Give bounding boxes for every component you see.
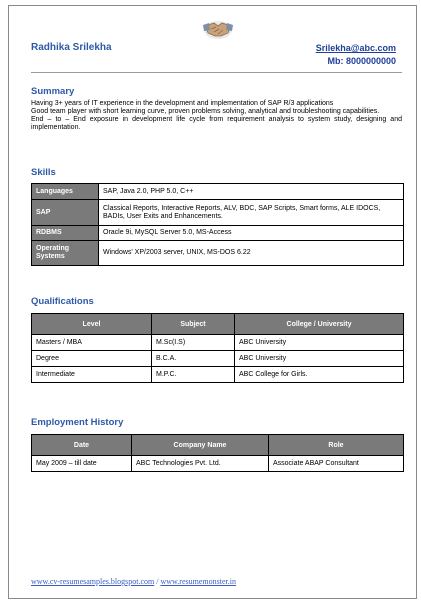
table-cell: M.Sc(I.S) (152, 335, 235, 351)
skill-value: SAP, Java 2.0, PHP 5.0, C++ (99, 184, 404, 200)
table-row (32, 226, 404, 241)
table-cell: ABC University (235, 351, 404, 367)
summary-line: End – to – End exposure in development life cycle from requirement analysis to system study, designing and implementation. (31, 116, 402, 131)
table-cell: Intermediate (32, 367, 152, 383)
resume-page (8, 5, 417, 599)
table-row (32, 456, 404, 472)
footer-link-cv-resumesamples[interactable]: www.cv-resumesamples.blogspot.com (31, 577, 155, 586)
column-header: Company Name (132, 435, 269, 456)
candidate-name: Radhika Srilekha (31, 42, 112, 53)
email-link[interactable]: Srilekha@abc.com (315, 43, 396, 53)
skill-value: Oracle 9i, MySQL Server 5.0, MS-Access (99, 226, 404, 241)
summary-line: Having 3+ years of IT experience in the development and implementation of SAP R/3 applications (31, 100, 334, 107)
employment-heading: Employment History (31, 417, 124, 428)
skill-value: Classical Reports, Interactive Reports, ALV, BDC, SAP Scripts, Smart forms, ALE IDOCS, BADIs, User Exits and Enhancements. (99, 200, 404, 226)
skill-value: Windows' XP/2003 server, UNIX, MS-DOS 6.22 (99, 241, 404, 266)
qualifications-heading: Qualifications (31, 296, 94, 307)
skills-heading: Skills (31, 167, 56, 178)
footer-separator: / (154, 577, 161, 586)
qualifications-table (31, 313, 404, 383)
summary-line: Good team player with short learning curve, proven problems solving, analytical and troubleshooting capabilities. (31, 108, 380, 115)
table-cell: ABC University (235, 335, 404, 351)
mobile-number: Mb: 8000000000 (327, 56, 396, 66)
footer-links (31, 577, 236, 586)
table-cell: Degree (32, 351, 152, 367)
header-divider (31, 72, 402, 73)
table-row (32, 200, 404, 226)
table-row (32, 241, 404, 266)
skill-label: RDBMS (32, 226, 99, 241)
table-header-row (32, 314, 404, 335)
skill-label: SAP (32, 200, 99, 226)
contact-block (316, 42, 396, 68)
summary-heading: Summary (31, 86, 75, 97)
table-cell: Masters / MBA (32, 335, 152, 351)
table-row (32, 367, 404, 383)
column-header: Subject (152, 314, 235, 335)
table-row (32, 335, 404, 351)
table-row (32, 351, 404, 367)
table-cell: M.P.C. (152, 367, 235, 383)
column-header: Level (32, 314, 152, 335)
table-cell: Associate ABAP Consultant (269, 456, 404, 472)
handshake-icon (201, 14, 235, 44)
table-cell: ABC Technologies Pvt. Ltd. (132, 456, 269, 472)
column-header: Date (32, 435, 132, 456)
skills-table (31, 183, 404, 266)
column-header: College / University (235, 314, 404, 335)
summary-text (31, 100, 402, 132)
table-header-row (32, 435, 404, 456)
column-header: Role (269, 435, 404, 456)
table-row (32, 184, 404, 200)
employment-table (31, 434, 404, 472)
skill-label: Languages (32, 184, 99, 200)
table-cell: ABC College for Girls. (235, 367, 404, 383)
footer-link-resumemonster[interactable]: www.resumemonster.in (160, 577, 236, 586)
table-cell: B.C.A. (152, 351, 235, 367)
table-cell: May 2009 – till date (32, 456, 132, 472)
skill-label: Operating Systems (32, 241, 99, 266)
